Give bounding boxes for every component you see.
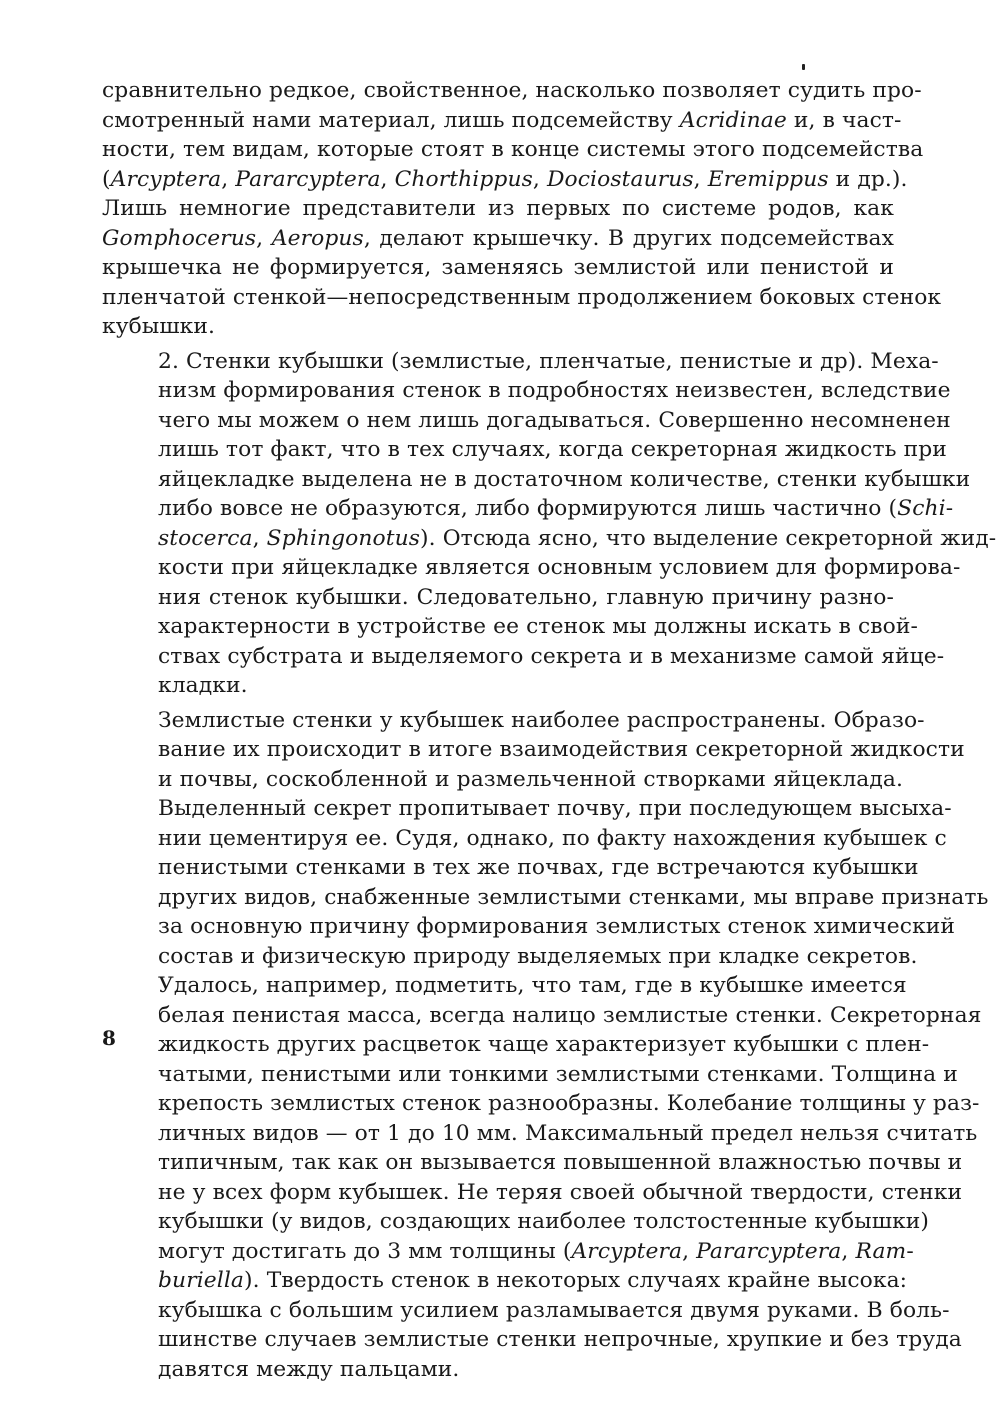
paragraph-1 bbox=[102, 76, 942, 342]
latin-taxon-name: Pararcyptera bbox=[696, 1238, 842, 1264]
latin-taxon-name: Aeropus bbox=[271, 225, 364, 251]
text-line: крышечка не формируется, заменяясь землистой или пенистой и bbox=[102, 255, 894, 280]
text-line: Землистые стенки у кубышек наиболее распространены. Образо- bbox=[158, 707, 925, 733]
text-line: состав и физическую природу выделяемых при кладке секретов. bbox=[158, 943, 918, 969]
text-line: ствах субстрата и выделяемого секрета и в механизме самой яйце- bbox=[158, 643, 945, 669]
latin-taxon-name: stocerca bbox=[158, 525, 253, 551]
text-line: вание их происходит в итоге взаимодействия секреторной жидкости bbox=[158, 737, 965, 762]
text-line: пленчатой стенкой—непосредственным продолжением боковых стенок bbox=[102, 284, 942, 310]
text-line: низм формирования стенок в подробностях неизвестен, вследствие bbox=[158, 378, 951, 403]
text-line: ния стенок кубышки. Следовательно, главную причину разно- bbox=[158, 584, 894, 610]
text-line: stocerca, Sphingonotus). Отсюда ясно, что выделение секреторной жид- bbox=[158, 525, 997, 551]
text-line: либо вовсе не образуются, либо формируются лишь частично (Schi- bbox=[158, 496, 954, 521]
text-line: смотренный нами материал, лишь подсемейству Acridinae и, в част- bbox=[102, 107, 902, 133]
text-line: чего мы можем о нем лишь догадываться. Совершенно несомненен bbox=[158, 407, 951, 433]
text-line: сравнительно редкое, свойственное, насколько позволяет судить про- bbox=[102, 78, 922, 103]
text-line: могут достигать до 3 мм толщины (Arcyptera, Pararcyptera, Ram- bbox=[158, 1238, 914, 1264]
text-line: крепость землистых стенок разнообразны. Колебание толщины у раз- bbox=[158, 1091, 980, 1116]
text-line: белая пенистая масса, всегда налицо землистые стенки. Секреторная bbox=[158, 1002, 982, 1028]
text-line: личных видов — от 1 до 10 мм. Максимальный предел нельзя считать bbox=[158, 1120, 978, 1146]
text-line: кубышки. bbox=[102, 314, 216, 339]
latin-taxon-name: buriella bbox=[158, 1268, 245, 1293]
text-line: кубышка с большим усилием разламывается двумя руками. В боль- bbox=[158, 1297, 950, 1323]
text-line: яйцекладке выделена не в достаточном количестве, стенки кубышки bbox=[158, 466, 971, 492]
text-line: лишь тот факт, что в тех случаях, когда секреторная жидкость при bbox=[158, 437, 947, 462]
text-line: Лишь немногие представители из первых по системе родов, как bbox=[102, 196, 894, 221]
text-line: (Arcyptera, Pararcyptera, Chorthippus, Dociostaurus, Eremippus и др.). bbox=[102, 166, 908, 192]
text-line: ности, тем видам, которые стоят в конце системы этого подсемейства bbox=[102, 137, 924, 162]
latin-taxon-name: Gomphocerus bbox=[102, 225, 257, 251]
latin-taxon-name: Sphingonotus bbox=[266, 525, 421, 551]
print-speck bbox=[802, 64, 805, 70]
text-line: Выделенный секрет пропитывает почву, при последующем высыха- bbox=[158, 796, 952, 821]
latin-taxon-name: Arcyptera bbox=[571, 1238, 683, 1264]
latin-taxon-name: Chorthippus bbox=[394, 166, 533, 192]
text-line: характерности в устройстве ее стенок мы должны искать в свой- bbox=[158, 614, 918, 639]
text-line: кубышки (у видов, создающих наиболее толстостенные кубышки) bbox=[158, 1209, 930, 1234]
text-line: Gomphocerus, Aeropus, делают крышечку. В других подсемействах bbox=[102, 225, 894, 251]
text-line: других видов, снабженные землистыми стенками, мы вправе признать bbox=[158, 884, 989, 910]
page-number: 8 bbox=[102, 1026, 116, 1050]
text-line: за основную причину формирования землистых стенок химический bbox=[158, 914, 956, 939]
latin-taxon-name: Ram bbox=[855, 1238, 907, 1264]
text-line: давятся между пальцами. bbox=[158, 1356, 460, 1382]
latin-taxon-name: Dociostaurus bbox=[546, 166, 694, 192]
latin-taxon-name: Eremippus bbox=[707, 166, 829, 192]
page-body bbox=[102, 76, 997, 1384]
latin-taxon-name: Pararcyptera bbox=[235, 166, 381, 192]
text-line: шинстве случаев землистые стенки непрочные, хрупкие и без труда bbox=[158, 1327, 962, 1352]
text-line: 2. Стенки кубышки (землистые, пленчатые, пенистые и др). Меха- bbox=[158, 348, 939, 374]
text-line: и почвы, соскобленной и размельченной створками яйцеклада. bbox=[158, 766, 904, 792]
latin-taxon-name: Arcyptera bbox=[110, 166, 222, 192]
text-line: чатыми, пенистыми или тонкими землистыми стенками. Толщина и bbox=[158, 1061, 958, 1087]
paragraph-3 bbox=[102, 706, 989, 1385]
text-line: пенистыми стенками в тех же почвах, где встречаются кубышки bbox=[158, 855, 919, 880]
latin-taxon-name: Schi bbox=[897, 496, 946, 521]
text-line: нии цементируя ее. Судя, однако, по факту нахождения кубышек с bbox=[158, 825, 947, 851]
text-line: не у всех форм кубышек. Не теряя своей обычной твердости, стенки bbox=[158, 1179, 963, 1205]
text-line: кладки. bbox=[158, 673, 248, 698]
text-line: жидкость других расцветок чаще характеризует кубышки с плен- bbox=[158, 1032, 930, 1057]
text-line: кости при яйцекладке является основным условием для формирова- bbox=[158, 555, 961, 580]
text-line: buriella). Твердость стенок в некоторых случаях крайне высока: bbox=[158, 1268, 908, 1293]
paragraph-2 bbox=[102, 347, 997, 701]
text-line: типичным, так как он вызывается повышенной влажностью почвы и bbox=[158, 1150, 963, 1175]
text-line: Удалось, например, подметить, что там, где в кубышке имеется bbox=[158, 973, 907, 998]
latin-taxon-name: Acridinae bbox=[679, 107, 787, 133]
